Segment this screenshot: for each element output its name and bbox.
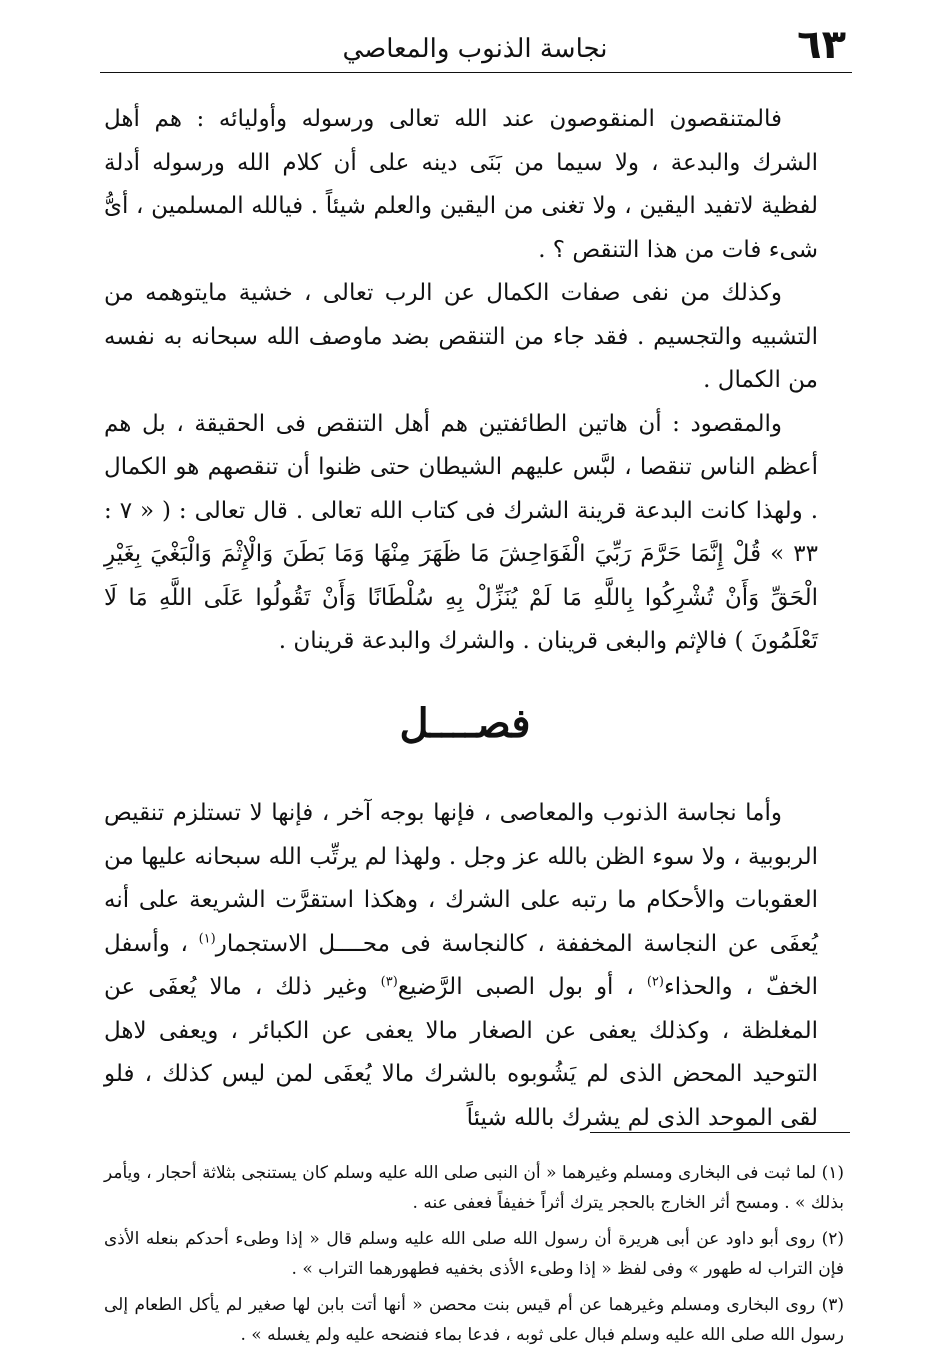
header-rule [100,72,852,73]
footnote-2: (٢) روى أبو داود عن أبى هريرة أن رسول الله صلى الله عليه وسلم قال « إذا وطىء أحدكم بنعله الأذى فإن التراب له طهور » وفى لفظ « إذا وطىء الأذى بخفيه فطهورهما التراب » . [104,1229,844,1279]
footnote-separator [590,1132,850,1133]
text-run: ، وأسفل الخفّ ، والحذاء [104,930,819,1000]
body-text-lower [104,792,818,1140]
body-text-upper [104,98,818,664]
footnotes [104,1158,844,1356]
page-number: ٦٣ [797,22,846,68]
text-run: وغير ذلك ، مالا يُعفَى عن المغلظة ، وكذلك يعفى عن الصغار مالا يعفى عن الكبائر ، ويعفى لاهل التوحيد المحض الذى لم يَشُوبوه بالشرك مالا يُعفَى لمن ليس كذلك ، فلو لقى الموحد الذى لم يشرك بالله شيئاً [104,974,818,1131]
footnote-1: (١) لما ثبت فى البخارى ومسلم وغيرهما « أن النبى صلى الله عليه وسلم كان يستنجى بثلاثة أحجار ، ويأمر بذلك » . ومسح أثر الخارج بالحجر يترك أثراً خفيفاً فعفى عنه . [104,1163,844,1213]
page-header [100,22,850,68]
text-run: وأما نجاسة الذنوب والمعاصى ، فإنها بوجه آخر ، فإنها لا تستلزم تنقيص الربوبية ، ولا سوء الظن بالله عز وجل . ولهذا لم يرتِّب الله سبحانه عليها من العقوبات والأحكام ما رتبه على الشرك ، وهكذا استقرَّت الشريعة على أنه يُعفَى عن النجاسة المخففة ، كالنجاسة فى محــــل الاستجمار [104,800,819,957]
section-heading: فصــــل [399,700,531,747]
footnote-ref-3: (٣) [380,974,398,990]
text-run: ، أو بول الصبى الرَّضيع [397,974,647,1000]
footnote-3: (٣) روى البخارى ومسلم وغيرهما عن أم قيس بنت محصن « أنها أتت بابن لها صغير لم يأكل الطعام إلى رسول الله صلى الله عليه وسلم فبال على ثوبه ، فدعا بماء فنضحه عليه ولم يغسله » . [104,1295,844,1345]
paragraph: والمقصود : أن هاتين الطائفتين هم أهل التنقص فى الحقيقة ، بل هم أعظم الناس تنقصا ، لبَّس عليهم الشيطان حتى ظنوا أن تنقصهم هو الكمال . ولهذا كانت البدعة قرينة الشرك فى كتاب الله تعالى . قال تعالى : ( « ٧ : ٣٣ » قُلْ إِنَّمَا حَرَّمَ رَبِّيَ الْفَوَاحِشَ مَا ظَهَرَ مِنْهَا وَمَا بَطَنَ وَالْإِثْمَ وَالْبَغْيَ بِغَيْرِ الْحَقِّ وَأَنْ تُشْرِكُوا بِاللَّهِ مَا لَمْ يُنَزِّلْ بِهِ سُلْطَانًا وَأَنْ تَقُولُوا عَلَى اللَّهِ مَا لَا تَعْلَمُونَ ) فالإثم والبغى قرينان . والشرك والبدعة قرينان . [104,410,818,654]
footnote-ref-2: (٢) [646,974,664,990]
paragraph: فالمتنقصون المنقوصون عند الله تعالى ورسوله وأوليائه : هم أهل الشرك والبدعة ، ولا سيما من بَنَى دينه على أن كلام الله ورسوله أدلة لفظية لاتفيد اليقين ، ولا تغنى من اليقين والعلم شيئاً . فيالله المسلمين ، أىُّ شىء فات من هذا التنقص ؟ . [104,106,818,263]
footnote-ref-1: (١) [198,930,216,946]
running-title: نجاسة الذنوب والمعاصي [342,34,608,64]
paragraph: وكذلك من نفى صفات الكمال عن الرب تعالى ، خشية مايتوهمه من التشبيه والتجسيم . فقد جاء من التنقص بضد ماوصف الله سبحانه به نفسه من الكمال . [104,280,818,393]
paragraph [104,792,818,1140]
